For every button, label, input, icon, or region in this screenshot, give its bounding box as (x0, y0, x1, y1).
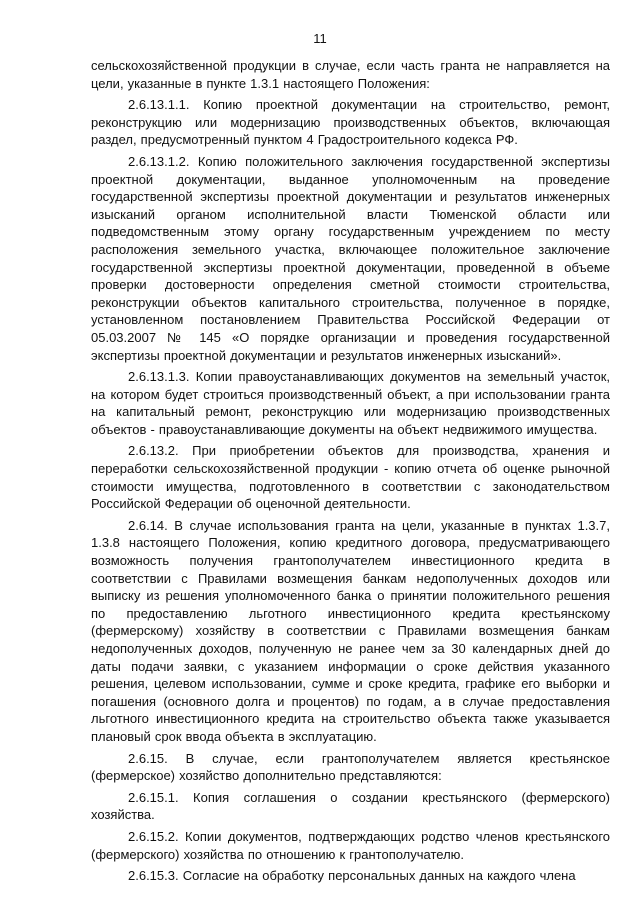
paragraph-2-6-15: 2.6.15. В случае, если грантополучателем является крестьянское (фермерское) хозяйство дополнительно представляются: (91, 750, 610, 784)
paragraph-2-6-13-1-2: 2.6.13.1.2. Копию положительного заключения государственной экспертизы проектной документации, выданное уполномоченным на проведение государственной экспертизы проектной документации и результатов инженерных изысканий органом исполнительной власти Тюменской области или подведомственным этому органу государственным учреждением по месту расположения земельного участка, включающее положительное заключение государственной экспертизы проектной документации, проведенной в объеме проверки достоверности определения сметной стоимости строительства, реконструкции объектов капитального строительства, полученное в порядке, установленном постановлением Правительства Российской Федерации от 05.03.2007 № 145 «О порядке организации и проведения государственной экспертизы проектной документации и результатов инженерных изысканий». (91, 153, 610, 363)
paragraph-2-6-15-1: 2.6.15.1. Копия соглашения о создании крестьянского (фермерского) хозяйства. (91, 789, 610, 823)
page-number: 11 (313, 31, 327, 46)
document-body (91, 57, 610, 889)
paragraph-2-6-13-2: 2.6.13.2. При приобретении объектов для производства, хранения и переработки сельскохозяйственной продукции - копию отчета об оценке рыночной стоимости имущества, подготовленного в соответствии с законодательством Российской Федерации об оценочной деятельности. (91, 443, 610, 512)
paragraph-2-6-13-1-3: 2.6.13.1.3. Копии правоустанавливающих документов на земельный участок, на котором будет строиться производственный объект, а при использовании гранта на капитальный ремонт, реконструкцию или модернизацию производственных объектов - правоустанавливающие документы на объект недвижимого имущества. (91, 369, 610, 437)
paragraph-continuation: сельскохозяйственной продукции в случае, если часть гранта не направляется на цели, указанные в пункте 1.3.1 настоящего Положения: (91, 58, 610, 91)
paragraph-2-6-15-3: 2.6.15.3. Согласие на обработку персональных данных на каждого члена (128, 868, 576, 884)
paragraph-2-6-14: 2.6.14. В случае использования гранта на цели, указанные в пунктах 1.3.7, 1.3.8 настоящего Положения, копию кредитного договора, предусматривающего возможность получения грантополучателем инвестиционного кредита в соответствии с Правилами возмещения банкам недополученных доходов или выписку из решения уполномоченного банка о принятии положительного решения по предоставлению льготного инвестиционного кредита крестьянскому (фермерскому) хозяйству в соответствии с Правилами возмещения банкам недополученных доходов, полученную не ранее чем за 30 календарных дней до даты подачи заявки, с указанием информации о сроке действия указанного решения, целевом использовании, сумме и сроке кредита, графике его выборки и погашения (основного долга и процентов) по годам, а в случае предоставления льготного инвестиционного кредита на строительство объекта также указывается плановый срок ввода объекта в эксплуатацию. (91, 517, 610, 744)
paragraph-2-6-15-2: 2.6.15.2. Копии документов, подтверждающих родство членов крестьянского (фермерского) хозяйства по отношению к грантополучателю. (91, 828, 610, 862)
paragraph-2-6-13-1-1: 2.6.13.1.1. Копию проектной документации на строительство, ремонт, реконструкцию или модернизацию производственных объектов, включающая раздел, предусмотренный пунктом 4 Градостроительного кодекса РФ. (91, 97, 610, 148)
